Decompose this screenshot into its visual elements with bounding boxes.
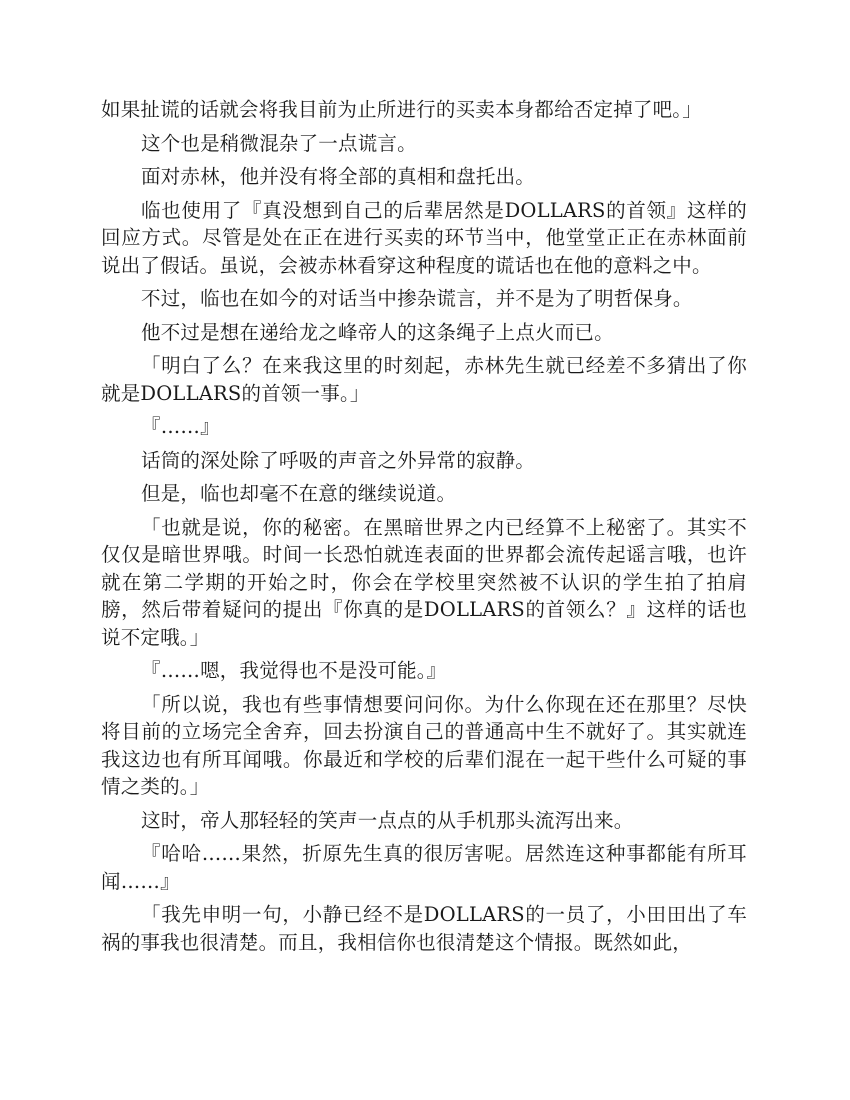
document-page (101, 96, 747, 962)
paragraph: 话筒的深处除了呼吸的声音之外异常的寂静。 (141, 448, 536, 472)
paragraph: 『……』 (141, 415, 220, 438)
paragraph: 不过，临也在如今的对话当中掺杂谎言，并不是为了明哲保身。 (141, 287, 693, 310)
paragraph: 『哈哈……果然，折原先生真的很厉害呢。居然连这种事都能有所耳闻……』 (101, 842, 747, 893)
paragraph: 「明白了么？在来我这里的时刻起，赤林先生就已经差不多猜出了你就是DOLLARS的首领一事。」 (101, 354, 747, 405)
paragraph: 这个也是稍微混杂了一点谎言。 (141, 131, 417, 155)
paragraph: 「也就是说，你的秘密。在黑暗世界之内已经算不上秘密了。其实不仅仅是暗世界哦。时间一长恐怕就连表面的世界都会流传起谣言哦，也许就在第二学期的开始之时，你会在学校里突然被不认识的学生拍了拍肩膀，然后带着疑问的提出『你真的是DOLLARS的首领么？』这样的话也说不定哦。」 (101, 515, 747, 649)
paragraph: 他不过是想在递给龙之峰帝人的这条绳子上点火而已。 (141, 320, 614, 344)
paragraph: 但是，临也却毫不在意的继续说道。 (141, 482, 457, 505)
paragraph: 「我先申明一句，小静已经不是DOLLARS的一员了，小田田出了车祸的事我也很清楚。而且，我相信你也很清楚这个情报。既然如此， (101, 903, 747, 954)
paragraph: 临也使用了『真没想到自己的后辈居然是DOLLARS的首领』这样的回应方式。尽管是处在正在进行买卖的环节当中，他堂堂正正在赤林面前说出了假话。虽说，会被赤林看穿这种程度的谎话也在他的意料之中。 (101, 198, 747, 277)
paragraph: 面对赤林，他并没有将全部的真相和盘托出。 (141, 165, 536, 188)
paragraph: 这时，帝人那轻轻的笑声一点点的从手机那头流泻出来。 (141, 808, 634, 832)
paragraph: 『……嗯，我觉得也不是没可能。』 (141, 659, 447, 682)
paragraph: 如果扯谎的话就会将我目前为止所进行的买卖本身都给否定掉了吧。」 (101, 98, 702, 121)
paragraph: 「所以说，我也有些事情想要问问你。为什么你现在还在那里？尽快将目前的立场完全舍弃，回去扮演自己的普通高中生不就好了。其实就连我这边也有所耳闻哦。你最近和学校的后辈们混在一起干些什么可疑的事情之类的。」 (101, 692, 747, 798)
